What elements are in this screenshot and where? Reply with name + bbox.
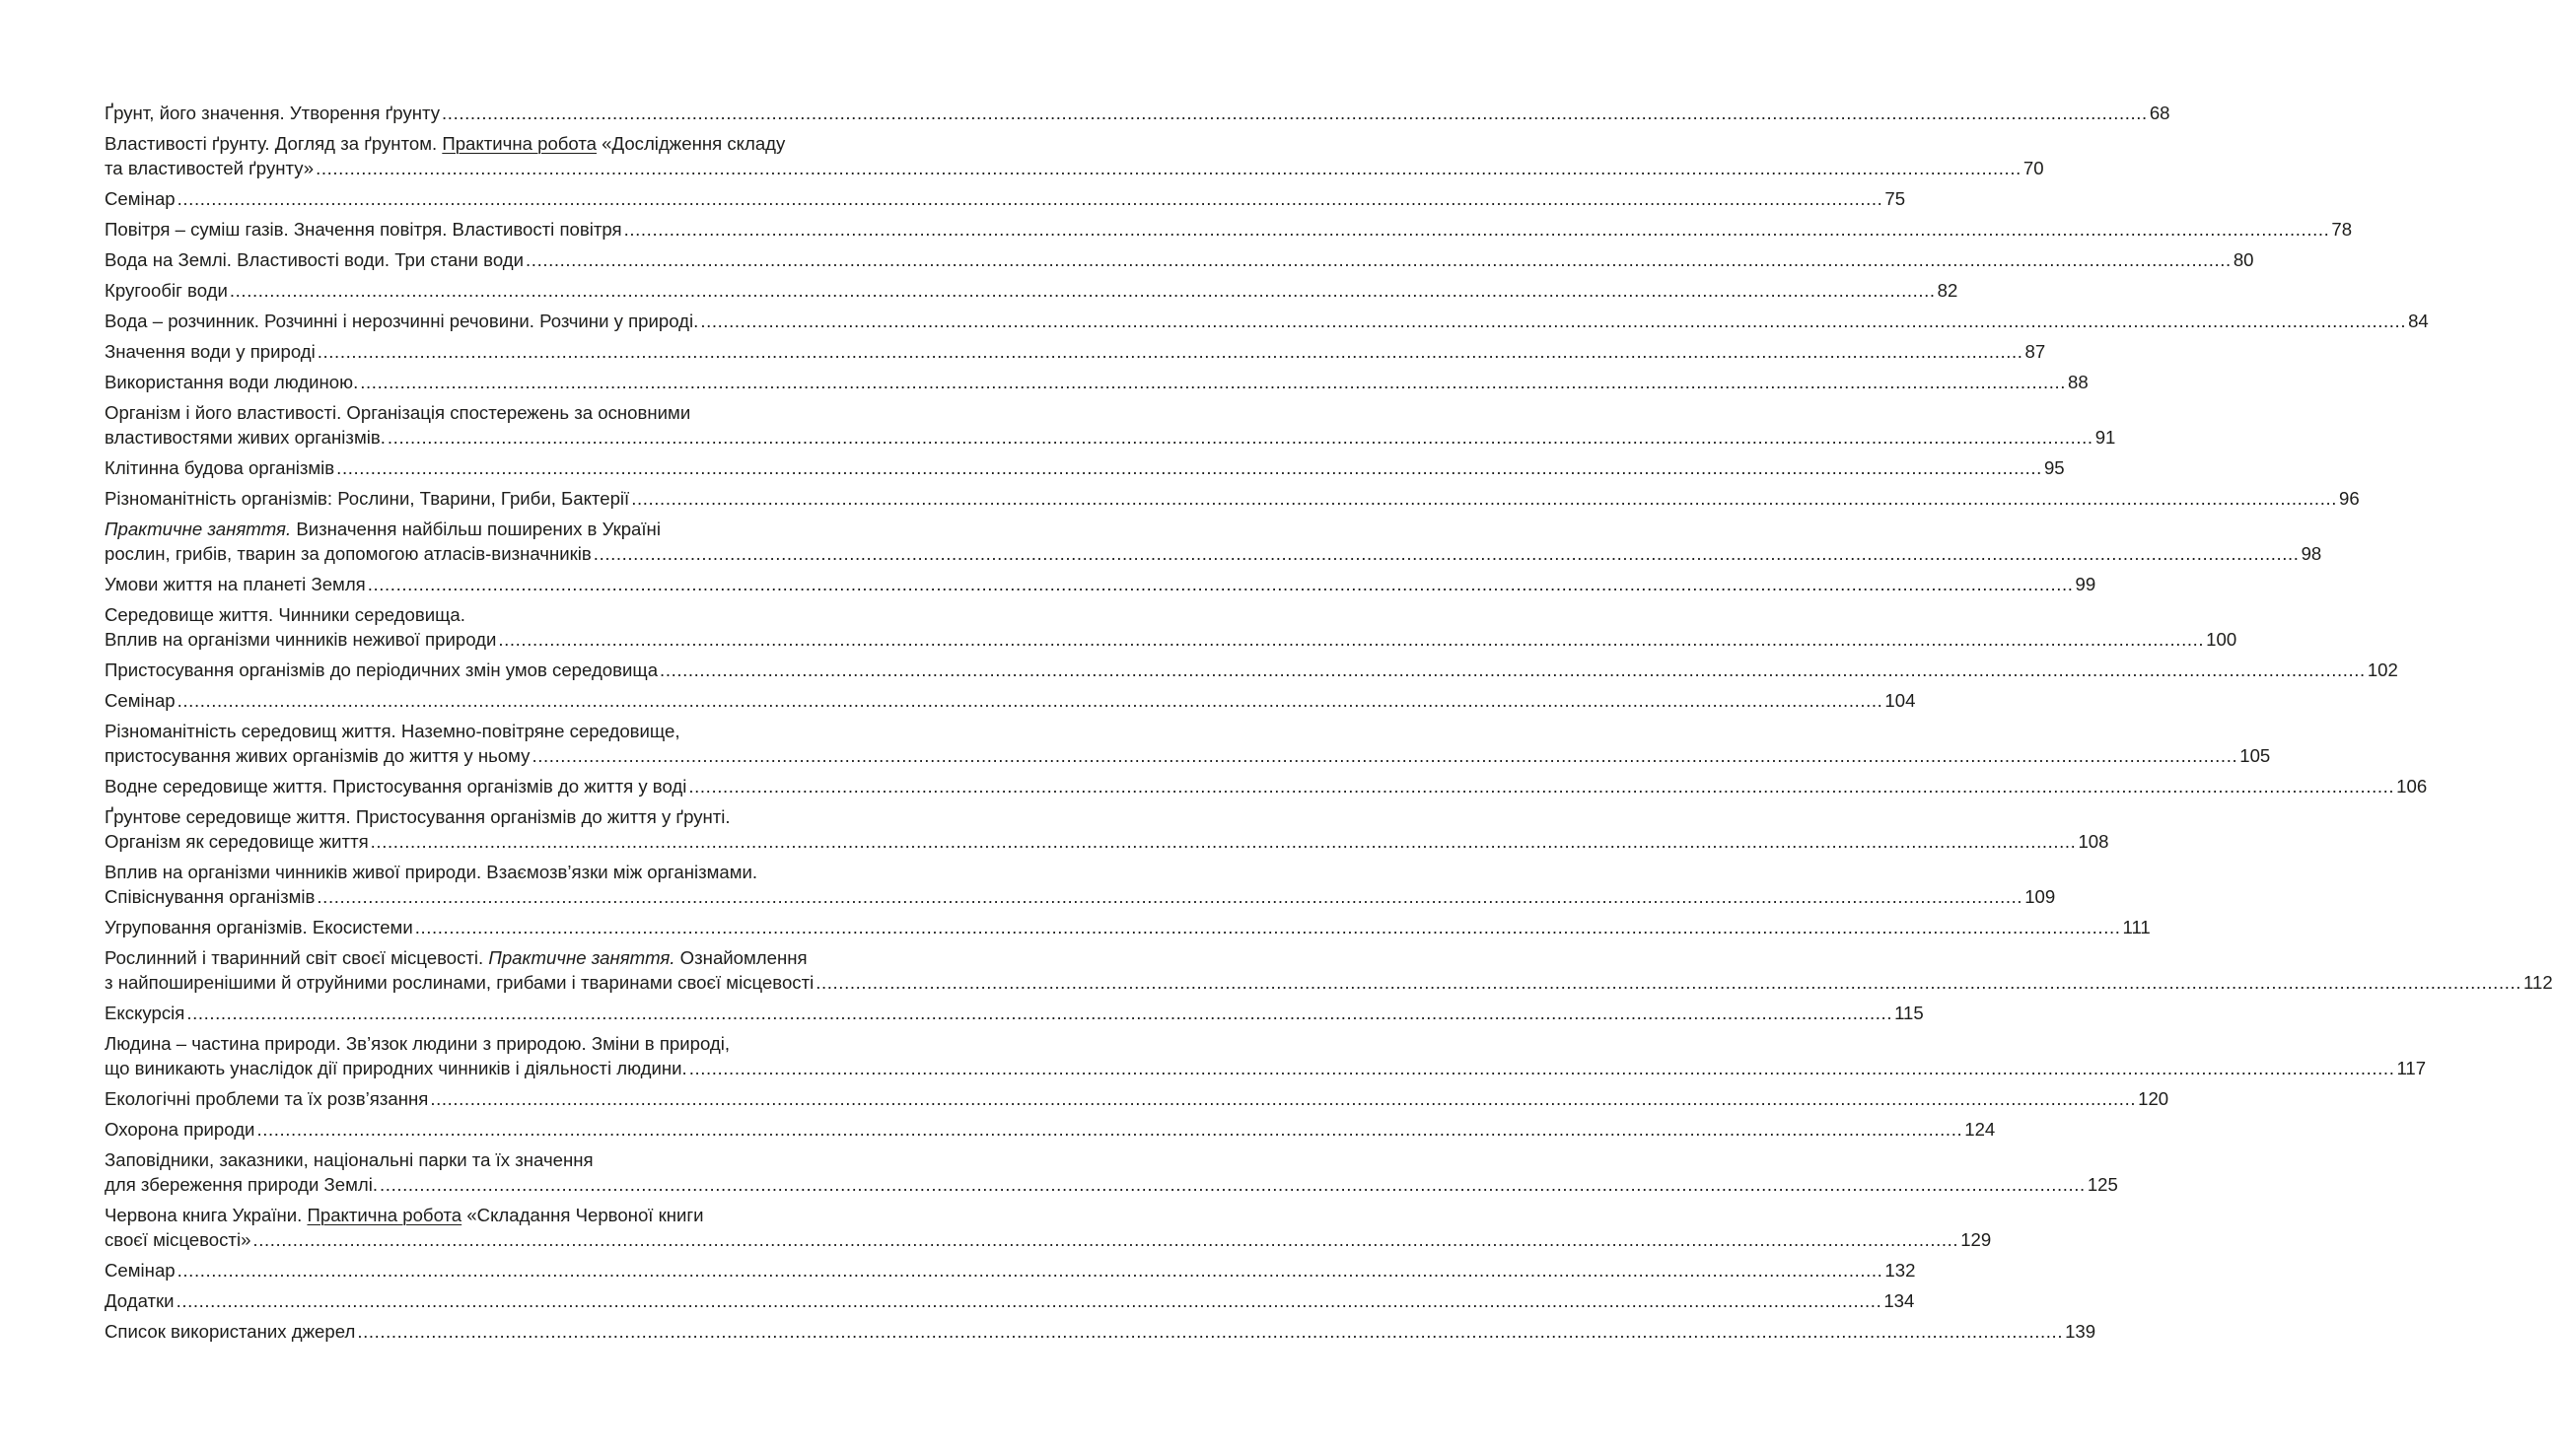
toc-entry: [105, 1258, 1916, 1283]
entry-title-text: Організм як середовище життя: [105, 831, 369, 852]
page-number: 111: [2122, 917, 2151, 937]
toc-entry-line: [105, 1147, 960, 1172]
toc-entry: [105, 945, 2553, 995]
toc-entry-line: [105, 884, 2056, 909]
entry-title-text: з найпоширенішими й отруйними рослинами, грибами і тваринами своєї місцевості: [105, 972, 815, 993]
dot-leader: ............................................................................................................................................................................................................................................................................................................: [430, 1088, 2137, 1109]
entry-title: [105, 829, 369, 854]
dot-leader: ............................................................................................................................................................................................................................................................................................................: [186, 1003, 1893, 1023]
entry-title-text: Додатки: [105, 1290, 175, 1311]
entry-title: [105, 719, 680, 743]
entry-title: [105, 1258, 176, 1283]
toc-entry-line: [105, 688, 1916, 713]
entry-title-text: Список використаних джерел: [105, 1321, 356, 1342]
page-number: 105: [2239, 745, 2271, 766]
dot-leader: ............................................................................................................................................................................................................................................................................................................: [317, 341, 2023, 362]
entry-title: [105, 915, 413, 939]
toc-entry-line: [105, 627, 2237, 652]
toc-entry: [105, 101, 2170, 125]
dot-leader: ............................................................................................................................................................................................................................................................................................................: [688, 776, 2395, 797]
toc-entry-line: [105, 486, 2360, 511]
page-number: 75: [1884, 188, 1906, 209]
page-number: 98: [2301, 543, 2322, 564]
entry-title: [105, 572, 366, 596]
entry-title-text: що виникають унаслідок дії природних чинників і діяльності людини.: [105, 1058, 687, 1078]
dot-leader: ............................................................................................................................................................................................................................................................................................................: [526, 249, 2232, 270]
toc-entry-line: [105, 101, 2170, 125]
entry-title: [105, 602, 465, 627]
toc-entry: [105, 217, 2353, 242]
entry-title: [105, 658, 658, 682]
toc-entry-line: [105, 658, 2398, 682]
toc-entry-line: [105, 1172, 2118, 1197]
dot-leader: ............................................................................................................................................................................................................................................................................................................: [442, 103, 2148, 123]
page-number: 70: [2022, 158, 2044, 178]
dot-leader: ............................................................................................................................................................................................................................................................................................................: [593, 543, 2300, 564]
entry-title: [105, 400, 690, 425]
toc-entry-line: [105, 804, 960, 829]
toc-entry-line: [105, 455, 2065, 480]
dot-leader: ............................................................................................................................................................................................................................................................................................................: [631, 488, 2337, 509]
entry-title: [105, 1172, 378, 1197]
entry-title-text: Пристосування організмів до періодичних змін умов середовища: [105, 659, 659, 680]
toc-entry-line: [105, 602, 960, 627]
entry-title: [105, 1319, 355, 1344]
toc-entry: [105, 774, 2428, 798]
toc-entry: [105, 1319, 2096, 1344]
entry-title: [105, 541, 592, 566]
entry-title: [105, 1147, 594, 1172]
practical-work-label: Практична робота: [442, 133, 598, 154]
dot-leader: ............................................................................................................................................................................................................................................................................................................: [336, 457, 2042, 478]
entry-title-text: Властивості ґрунту. Догляд за ґрунтом.: [105, 133, 443, 154]
page-number: 78: [2331, 219, 2353, 240]
entry-title-text: Ознайомлення: [674, 947, 808, 968]
entry-title-text: Семінар: [105, 690, 176, 711]
entry-title-text: Кругообіг води: [105, 280, 228, 301]
toc-entry-line: [105, 1203, 960, 1227]
entry-title: [105, 455, 334, 480]
entry-title: [105, 486, 629, 511]
entry-title-text: Екскурсія: [105, 1003, 185, 1023]
entry-title: [105, 309, 698, 333]
toc-entry-line: [105, 572, 2096, 596]
toc-entry-line: [105, 370, 2089, 394]
page-number: 102: [2367, 659, 2398, 680]
toc-entry: [105, 517, 2322, 566]
toc-entry-line: [105, 541, 2322, 566]
entry-title-text: Семінар: [105, 1260, 176, 1281]
entry-title-text: для збереження природи Землі.: [105, 1174, 379, 1195]
toc-entry: [105, 1288, 1915, 1313]
entry-title-text: Різноманітність середовищ життя. Наземно-повітряне середовище,: [105, 721, 680, 741]
toc-entry-line: [105, 743, 2271, 768]
dot-leader: ............................................................................................................................................................................................................................................................................................................: [176, 1290, 1882, 1311]
practical-lesson-label: Практичне заняття.: [105, 519, 292, 539]
toc-entry-line: [105, 278, 1958, 303]
entry-title-text: Співіснування організмів: [105, 886, 316, 907]
toc-entry-line: [105, 217, 2353, 242]
page-number: 68: [2149, 103, 2170, 123]
page-number: 120: [2138, 1088, 2169, 1109]
toc-entry-line: [105, 131, 960, 156]
toc-entry-line: [105, 186, 1906, 211]
entry-title-text: своєї місцевості»: [105, 1229, 251, 1250]
dot-leader: ............................................................................................................................................................................................................................................................................................................: [360, 372, 2067, 392]
entry-title-text: Вплив на організми чинників неживої природи: [105, 629, 497, 650]
entry-title: [105, 970, 814, 995]
entry-title-text: Значення води у природі: [105, 341, 316, 362]
dot-leader: ............................................................................................................................................................................................................................................................................................................: [387, 427, 2093, 448]
dot-leader: ............................................................................................................................................................................................................................................................................................................: [623, 219, 2330, 240]
toc-entry: [105, 658, 2398, 682]
entry-title: [105, 247, 524, 272]
entry-title-text: Середовище життя. Чинники середовища.: [105, 604, 465, 625]
entry-title: [105, 339, 316, 364]
toc-entry: [105, 309, 2429, 333]
page-number: 96: [2339, 488, 2360, 509]
dot-leader: ............................................................................................................................................................................................................................................................................................................: [816, 972, 2522, 993]
toc-entry-line: [105, 829, 2109, 854]
entry-title-text: Екологічні проблеми та їх розв’язання: [105, 1088, 429, 1109]
dot-leader: ............................................................................................................................................................................................................................................................................................................: [532, 745, 2238, 766]
entry-title: [105, 370, 358, 394]
entry-title: [105, 884, 315, 909]
entry-title-text: та властивостей ґрунту»: [105, 158, 315, 178]
page-number: 80: [2233, 249, 2254, 270]
toc-entry-line: [105, 719, 960, 743]
toc-entry: [105, 131, 2044, 180]
toc-entry-line: [105, 1288, 1915, 1313]
toc-entry: [105, 1203, 1992, 1252]
page-number: 100: [2206, 629, 2237, 650]
toc-entry: [105, 186, 1906, 211]
toc-entry: [105, 1001, 1924, 1025]
entry-title-text: Семінар: [105, 188, 176, 209]
toc-entry-line: [105, 1086, 2169, 1111]
dot-leader: ............................................................................................................................................................................................................................................................................................................: [252, 1229, 1959, 1250]
entry-title-text: Рослинний і тваринний світ своєї місцевості.: [105, 947, 489, 968]
dot-leader: ............................................................................................................................................................................................................................................................................................................: [414, 917, 2121, 937]
toc-entry-line: [105, 945, 960, 970]
toc-entry: [105, 915, 2151, 939]
toc-entry: [105, 860, 2056, 909]
entry-title: [105, 186, 176, 211]
entry-title: [105, 1117, 254, 1142]
entry-title-text: Повітря – суміш газів. Значення повітря. Властивості повітря: [105, 219, 622, 240]
dot-leader: ............................................................................................................................................................................................................................................................................................................: [660, 659, 2366, 680]
table-of-contents: [105, 101, 2553, 1350]
entry-title: [105, 1056, 687, 1080]
toc-entry: [105, 400, 2116, 450]
page-number: 124: [1964, 1119, 1996, 1140]
toc-entry-line: [105, 339, 2046, 364]
toc-entry: [105, 688, 1916, 713]
toc-entry: [105, 719, 2271, 768]
page-number: 117: [2396, 1058, 2427, 1078]
dot-leader: ............................................................................................................................................................................................................................................................................................................: [256, 1119, 1963, 1140]
entry-title: [105, 517, 661, 541]
page-number: 139: [2065, 1321, 2096, 1342]
entry-title: [105, 774, 686, 798]
entry-title-text: Клітинна будова організмів: [105, 457, 335, 478]
entry-title-text: Водне середовище життя. Пристосування організмів до життя у воді: [105, 776, 687, 797]
dot-leader: ............................................................................................................................................................................................................................................................................................................: [380, 1174, 2086, 1195]
entry-title-text: Визначення найбільш поширених в Україні: [291, 519, 661, 539]
entry-title-text: «Складання Червоної книги: [461, 1205, 704, 1225]
page-number: 112: [2523, 972, 2553, 993]
toc-entry: [105, 572, 2096, 596]
toc-entry-line: [105, 1258, 1916, 1283]
toc-entry-line: [105, 1117, 1996, 1142]
entry-title-text: Вода – розчинник. Розчинні і нерозчинні речовини. Розчини у природі.: [105, 311, 699, 331]
entry-title: [105, 1227, 250, 1252]
toc-entry-line: [105, 1319, 2096, 1344]
page-number: 129: [1960, 1229, 1992, 1250]
dot-leader: ............................................................................................................................................................................................................................................................................................................: [177, 188, 1883, 209]
entry-title-text: Організм і його властивості. Організація спостережень за основними: [105, 402, 691, 423]
page-number: 115: [1894, 1003, 1924, 1023]
toc-entry-line: [105, 1227, 1992, 1252]
entry-title-text: Охорона природи: [105, 1119, 255, 1140]
dot-leader: ............................................................................................................................................................................................................................................................................................................: [317, 886, 2023, 907]
toc-entry: [105, 1117, 1996, 1142]
toc-entry-line: [105, 970, 2553, 995]
dot-leader: ............................................................................................................................................................................................................................................................................................................: [688, 1058, 2395, 1078]
entry-title-text: Умови життя на планеті Земля: [105, 574, 366, 594]
entry-title: [105, 1288, 175, 1313]
toc-entry-line: [105, 309, 2429, 333]
dot-leader: ............................................................................................................................................................................................................................................................................................................: [177, 690, 1883, 711]
dot-leader: ............................................................................................................................................................................................................................................................................................................: [367, 574, 2074, 594]
entry-title-text: Угруповання організмів. Екосистеми: [105, 917, 413, 937]
entry-title: [105, 688, 176, 713]
entry-title: [105, 945, 808, 970]
toc-entry: [105, 247, 2254, 272]
entry-title-text: Різноманітність організмів: Рослини, Тварини, Гриби, Бактерії: [105, 488, 630, 509]
toc-entry: [105, 602, 2237, 652]
entry-title: [105, 1203, 704, 1227]
page-number: 132: [1884, 1260, 1916, 1281]
page-number: 106: [2396, 776, 2428, 797]
toc-entry: [105, 1031, 2427, 1080]
toc-entry-line: [105, 1001, 1924, 1025]
dot-leader: ............................................................................................................................................................................................................................................................................................................: [316, 158, 2021, 178]
entry-title: [105, 156, 314, 180]
dot-leader: ............................................................................................................................................................................................................................................................................................................: [229, 280, 1936, 301]
entry-title: [105, 1031, 730, 1056]
entry-title-text: рослин, грибів, тварин за допомогою атласів-визначників: [105, 543, 592, 564]
entry-title-text: властивостями живих організмів.: [105, 427, 386, 448]
entry-title-text: Вплив на організми чинників живої природи. Взаємозв’язки між організмами.: [105, 862, 758, 882]
toc-entry: [105, 339, 2046, 364]
page-number: 87: [2024, 341, 2046, 362]
page-number: 125: [2087, 1174, 2118, 1195]
dot-leader: ............................................................................................................................................................................................................................................................................................................: [370, 831, 2077, 852]
entry-title: [105, 131, 785, 156]
dot-leader: ............................................................................................................................................................................................................................................................................................................: [700, 311, 2407, 331]
toc-entry: [105, 370, 2089, 394]
entry-title: [105, 425, 386, 450]
page-number: 109: [2024, 886, 2056, 907]
entry-title: [105, 627, 496, 652]
page-number: 108: [2078, 831, 2109, 852]
entry-title: [105, 278, 228, 303]
toc-entry-line: [105, 915, 2151, 939]
dot-leader: ............................................................................................................................................................................................................................................................................................................: [498, 629, 2205, 650]
toc-entry: [105, 1086, 2169, 1111]
toc-entry-line: [105, 247, 2254, 272]
toc-entry: [105, 1147, 2118, 1197]
entry-title-text: Вода на Землі. Властивості води. Три стани води: [105, 249, 525, 270]
entry-title-text: Людина – частина природи. Зв’язок людини з природою. Зміни в природі,: [105, 1033, 731, 1054]
toc-entry-line: [105, 517, 960, 541]
toc-entry-line: [105, 1031, 960, 1056]
entry-title: [105, 101, 440, 125]
toc-entry-line: [105, 156, 2044, 180]
toc-entry: [105, 804, 2109, 854]
toc-entry-line: [105, 774, 2428, 798]
entry-title: [105, 860, 757, 884]
toc-entry-line: [105, 425, 2116, 450]
entry-title: [105, 743, 530, 768]
page-number: 91: [2094, 427, 2116, 448]
entry-title-text: Використання води людиною.: [105, 372, 359, 392]
entry-title-text: пристосування живих організмів до життя у ньому: [105, 745, 531, 766]
entry-title: [105, 804, 731, 829]
page-number: 82: [1937, 280, 1958, 301]
page-number: 104: [1884, 690, 1916, 711]
toc-entry: [105, 278, 1958, 303]
dot-leader: ............................................................................................................................................................................................................................................................................................................: [357, 1321, 2064, 1342]
entry-title-text: «Дослідження складу: [597, 133, 786, 154]
entry-title-text: Червона книга України.: [105, 1205, 308, 1225]
toc-entry-line: [105, 860, 960, 884]
practical-lesson-label: Практичне заняття.: [488, 947, 675, 968]
toc-entry: [105, 486, 2360, 511]
entry-title-text: Заповідники, заказники, національні парки та їх значення: [105, 1149, 594, 1170]
page-number: 88: [2068, 372, 2089, 392]
practical-work-label: Практична робота: [307, 1205, 462, 1225]
entry-title-text: Ґрунтове середовище життя. Пристосування організмів до життя у ґрунті.: [105, 806, 731, 827]
entry-title: [105, 217, 622, 242]
page-number: 84: [2408, 311, 2429, 331]
page-number: 99: [2075, 574, 2096, 594]
dot-leader: ............................................................................................................................................................................................................................................................................................................: [177, 1260, 1883, 1281]
toc-entry-line: [105, 1056, 2427, 1080]
toc-entry-line: [105, 400, 960, 425]
toc-entry: [105, 455, 2065, 480]
entry-title-text: Ґрунт, його значення. Утворення ґрунту: [105, 103, 441, 123]
page-number: 134: [1883, 1290, 1915, 1311]
entry-title: [105, 1001, 184, 1025]
page-number: 95: [2043, 457, 2065, 478]
entry-title: [105, 1086, 428, 1111]
